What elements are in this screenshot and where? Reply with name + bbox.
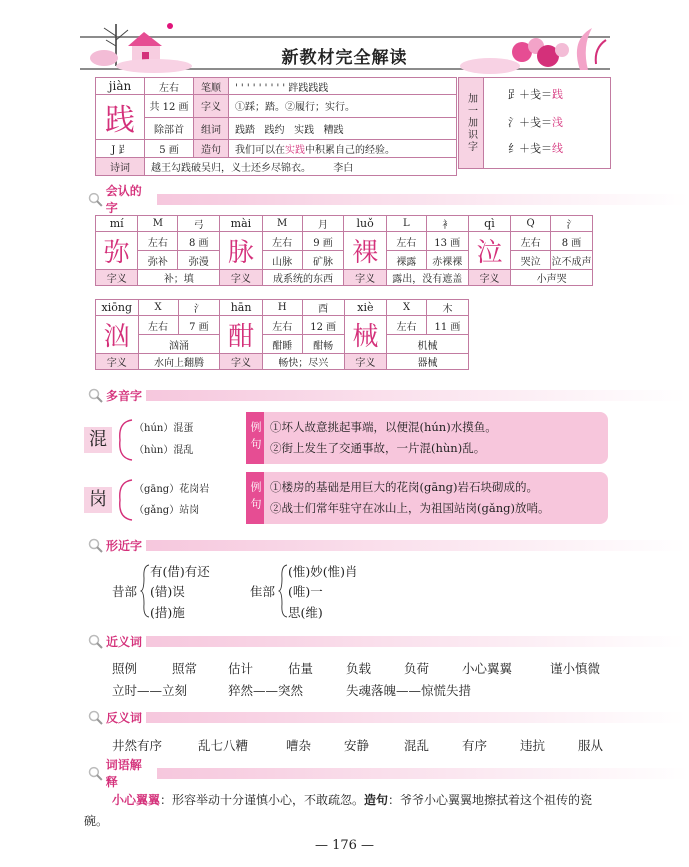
char-pinyin: hān <box>220 300 262 316</box>
char-structure: 左右 <box>262 316 302 335</box>
main-sentence-suffix: 中积累自己的经验。 <box>305 145 395 156</box>
explain-definition: ：形容举动十分谨慎小心，不敢疏忽。 <box>160 793 365 807</box>
char-word: 哭泣 <box>511 251 551 270</box>
main-stroke-count: 共 12 画 <box>145 95 194 118</box>
char-strokes: 12 画 <box>302 316 344 335</box>
char-letter: M <box>262 216 302 232</box>
char-word: 酣畅 <box>302 335 344 354</box>
char-pinyin: mí <box>96 216 138 232</box>
synonym-word: 照例 <box>112 661 138 676</box>
recognize-char: 械 <box>344 316 386 354</box>
main-word: 践约 <box>264 124 285 136</box>
add-formula <box>508 140 563 156</box>
char-radical: 弓 <box>178 216 220 232</box>
magnifier-icon <box>88 538 103 553</box>
synonym-word: 小心翼翼 <box>462 661 513 676</box>
explain-paragraph <box>84 790 612 832</box>
main-sentence-highlight: 实践 <box>285 145 305 156</box>
recognize-char: 脉 <box>220 232 262 270</box>
antonym-word: 井然有序 <box>112 738 163 753</box>
char-radical: 氵 <box>551 216 593 232</box>
char-word: 裸露 <box>386 251 426 270</box>
char-structure: 左右 <box>511 232 551 251</box>
char-letter: L <box>386 216 426 232</box>
char-strokes: 13 画 <box>426 232 468 251</box>
section-rule <box>157 194 689 205</box>
meaning-label: 字义 <box>220 354 262 370</box>
char-word: 山脉 <box>262 251 302 270</box>
char-strokes: 11 画 <box>426 316 468 335</box>
char-strokes: 8 画 <box>551 232 593 251</box>
char-word: 汹涌 <box>138 335 220 354</box>
section-rule <box>146 712 686 723</box>
char-meaning: 畅快；尽兴 <box>262 354 344 370</box>
antonym-word: 服从 <box>578 738 604 753</box>
example-sentence: ①坏人故意挑起事端，以便混(hún)水摸鱼。 <box>270 420 497 434</box>
char-structure: 左右 <box>386 232 426 251</box>
meaning-label: 字义 <box>194 95 229 118</box>
sentence-label: 造句 <box>194 140 229 158</box>
char-word: 赤裸裸 <box>426 251 468 270</box>
magnifier-icon <box>88 710 103 725</box>
section-recognize <box>88 184 689 215</box>
brace-icon <box>112 418 134 462</box>
formula-result: 浅 <box>552 116 563 129</box>
similar-item: (错)误 <box>150 584 185 599</box>
explain-sentence: ：爷爷小心翼翼地擦拭着这个祖传的瓷碗。 <box>84 793 593 828</box>
add-formula <box>508 114 563 130</box>
section-title: 反义词 <box>106 710 143 725</box>
char-pinyin: luǒ <box>344 216 386 232</box>
similar-item: 有(借)有还 <box>150 564 210 579</box>
synonym-pair: 立时——立刻 <box>112 683 188 698</box>
char-word: 矿脉 <box>302 251 344 270</box>
char-word: 弥补 <box>138 251 178 270</box>
char-strokes: 9 画 <box>302 232 344 251</box>
char-structure: 左右 <box>262 232 302 251</box>
synonym-word: 负荷 <box>404 661 430 676</box>
meaning-label: 字义 <box>344 354 386 370</box>
poem-author: 李白 <box>333 163 354 174</box>
polyphone-reading: （gǎng）站岗 <box>134 505 200 516</box>
section-antonyms <box>88 708 686 726</box>
antonym-word: 安静 <box>344 738 370 753</box>
recognize-char: 泣 <box>468 232 510 270</box>
char-word: 弥漫 <box>178 251 220 270</box>
antonym-word: 违抗 <box>520 738 546 753</box>
char-structure: 左右 <box>138 316 178 335</box>
example-label: 例句 <box>246 412 264 464</box>
magnifier-icon <box>88 192 103 207</box>
char-word: 机械 <box>387 335 469 354</box>
char-pinyin: mài <box>220 216 262 232</box>
similar-item: (唯)一 <box>288 584 323 599</box>
antonym-word: 嘈杂 <box>286 738 312 753</box>
add-formula <box>508 86 563 102</box>
char-structure: 左右 <box>387 316 427 335</box>
main-radical: J 𧾷 <box>96 140 145 158</box>
recognize-table-row2 <box>95 299 469 370</box>
char-radical: 木 <box>426 300 468 316</box>
char-meaning: 水向上翻腾 <box>138 354 220 370</box>
synonym-word: 负载 <box>346 661 372 676</box>
radical-strokes: 5 画 <box>145 140 194 158</box>
char-pinyin: qì <box>468 216 510 232</box>
section-rule <box>157 768 689 779</box>
example-sentence: ②街上发生了交通事故，一片混(hùn)乱。 <box>270 441 486 455</box>
synonym-word: 估量 <box>288 661 314 676</box>
example-sentence: ①楼房的基础是用巨大的花岗(gāng)岩石块砌成的。 <box>270 480 538 494</box>
main-word: 实践 <box>294 124 315 136</box>
meaning-label: 字义 <box>220 270 262 286</box>
meaning-label: 字义 <box>344 270 386 286</box>
synonym-pair: 猝然——突然 <box>228 683 304 698</box>
polyphone-reading: （hún）混蛋 <box>134 423 194 434</box>
section-title: 近义词 <box>106 634 143 649</box>
recognize-char: 酣 <box>220 316 262 354</box>
brace-icon <box>278 564 288 618</box>
char-radical: 衤 <box>426 216 468 232</box>
section-rule <box>146 636 686 647</box>
polyphone-reading: （gāng）花岗岩 <box>134 484 210 495</box>
char-letter: M <box>138 216 178 232</box>
similar-group-label: 隹部 <box>250 584 276 599</box>
polyphone-char: 岗 <box>84 487 112 513</box>
polyphone-char: 混 <box>84 427 112 453</box>
page-title: 新教材完全解读 <box>281 48 408 68</box>
magnifier-icon <box>88 766 103 781</box>
magnifier-icon <box>88 388 103 403</box>
main-meanings: ①踩；踏。②履行；实行。 <box>229 95 457 118</box>
main-structure: 左右 <box>145 78 194 95</box>
section-title: 会认的字 <box>105 184 142 215</box>
synonym-word: 估计 <box>228 661 254 676</box>
char-letter: X <box>387 300 427 316</box>
section-rule <box>146 390 686 401</box>
synonym-pair: 失魂落魄——惊慌失措 <box>346 683 472 698</box>
main-char-table <box>95 77 457 176</box>
section-synonyms <box>88 632 686 650</box>
recognize-char: 弥 <box>96 232 138 270</box>
char-letter: H <box>262 300 302 316</box>
antonym-word: 有序 <box>462 738 488 753</box>
recognize-char: 裸 <box>344 232 386 270</box>
poem-text: 越王勾践破吴归，义士还乡尽锦衣。 <box>151 163 311 174</box>
char-structure: 左右 <box>138 232 178 251</box>
char-meaning: 小声哭 <box>511 270 593 286</box>
formula-left: 纟＋戋＝ <box>508 142 552 155</box>
recognize-char: 汹 <box>96 316 139 354</box>
char-letter: Q <box>511 216 551 232</box>
similar-item: (措)施 <box>150 605 185 620</box>
char-word: 泣不成声 <box>551 251 593 270</box>
recognize-table-row1 <box>95 215 593 286</box>
char-strokes: 8 画 <box>178 232 220 251</box>
stroke-order: ' ' ' ' ' ' ' ' ' 跘践践践 <box>229 78 457 95</box>
section-title: 多音字 <box>106 388 143 403</box>
main-pinyin: jiàn <box>96 78 145 95</box>
similar-item: 思(维) <box>288 605 323 620</box>
char-meaning: 露出，没有遮盖 <box>386 270 468 286</box>
char-radical: 月 <box>302 216 344 232</box>
char-strokes: 7 画 <box>178 316 220 335</box>
stroke-label: 笔顺 <box>194 78 229 95</box>
section-rule <box>146 540 686 551</box>
main-word: 践踏 <box>235 124 255 136</box>
section-title: 词语解释 <box>105 758 142 789</box>
explain-sentence-label: 造句 <box>364 793 389 807</box>
section-polyphone <box>88 386 686 404</box>
char-radical: 氵 <box>178 300 220 316</box>
section-explain <box>88 758 689 789</box>
explain-term: 小心翼翼 <box>112 793 161 807</box>
brace-icon <box>140 564 150 618</box>
char-radical: 酉 <box>302 300 344 316</box>
similar-group-label: 昔部 <box>112 584 138 599</box>
synonym-word: 照常 <box>172 661 198 676</box>
page-number: — 176 — <box>314 838 375 853</box>
example-label: 例句 <box>246 472 264 524</box>
char-word: 酣睡 <box>262 335 302 354</box>
main-sentence-prefix: 我们可以在 <box>235 145 285 156</box>
antonym-word: 乱七八糟 <box>198 738 249 753</box>
section-similar <box>88 536 686 554</box>
section-title: 形近字 <box>106 538 143 553</box>
main-word: 糟践 <box>323 124 344 136</box>
formula-result: 践 <box>552 88 563 101</box>
magnifier-icon <box>88 634 103 649</box>
example-sentence: ②战士们常年驻守在冰山上，为祖国站岗(gǎng)放哨。 <box>270 501 550 515</box>
char-pinyin: xiōng <box>96 300 139 316</box>
char-meaning: 成系统的东西 <box>262 270 344 286</box>
char-pinyin: xiè <box>344 300 386 316</box>
meaning-label: 字义 <box>468 270 510 286</box>
meaning-label: 字义 <box>96 354 139 370</box>
antonym-word: 混乱 <box>404 738 430 753</box>
polyphone-reading: （hùn）混乱 <box>134 445 194 456</box>
formula-left: 氵＋戋＝ <box>508 116 552 129</box>
poem-label: 诗词 <box>96 158 145 176</box>
main-char: 践 <box>96 95 145 140</box>
add-formula-box <box>482 77 611 169</box>
brace-icon <box>112 478 134 522</box>
formula-left: 𧾷＋戋＝ <box>508 88 552 101</box>
radical-label: 除部首 <box>145 117 194 140</box>
meaning-label: 字义 <box>96 270 138 286</box>
synonym-word: 谨小慎微 <box>550 661 601 676</box>
word-label: 组词 <box>194 117 229 140</box>
char-meaning: 器械 <box>387 354 469 370</box>
char-letter: X <box>138 300 178 316</box>
add-label: 加一加识字 <box>458 77 484 169</box>
char-meaning: 补；填 <box>138 270 220 286</box>
similar-item: (惟)妙(惟)肖 <box>288 564 358 579</box>
formula-result: 线 <box>552 142 563 155</box>
